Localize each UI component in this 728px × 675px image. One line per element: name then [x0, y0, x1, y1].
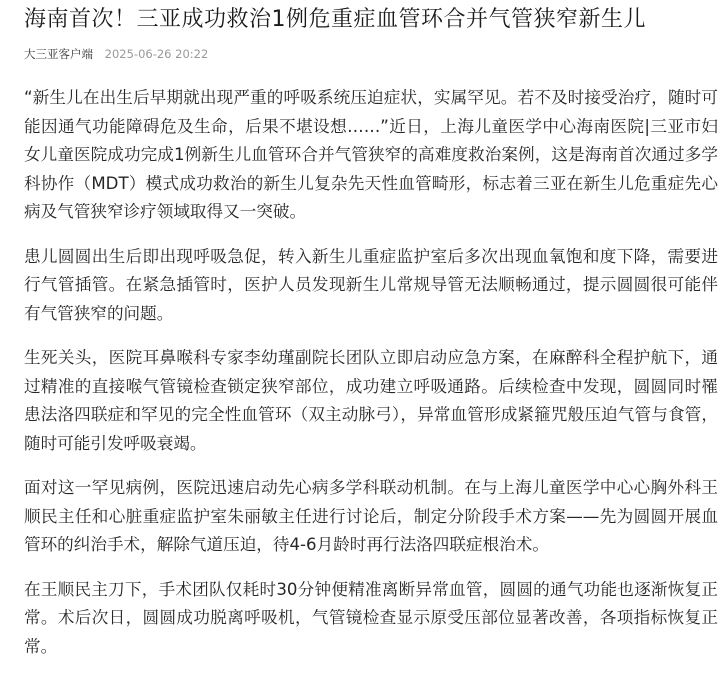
article-meta	[24, 44, 718, 64]
article-body	[24, 84, 718, 661]
article-paragraph: 生死关头，医院耳鼻喉科专家李幼瑾副院长团队立即启动应急方案，在麻醉科全程护航下，通过精准的直接喉气管镜检查锁定狭窄部位，成功建立呼吸通路。后续检查中发现，圆圆同时罹患法洛四联症和罕见的完全性血管环（双主动脉弓），异常血管形成紧箍咒般压迫气管与食管，随时可能引发呼吸衰竭。	[24, 348, 718, 453]
article-paragraph: 在王顺民主刀下，手术团队仅耗时30分钟便精准离断异常血管，圆圆的通气功能也逐渐恢复正常。术后次日，圆圆成功脱离呼吸机，气管镜检查显示原受压部位显著改善，各项指标恢复正常。	[24, 579, 718, 656]
article-title: 海南首次！三亚成功救治1例危重症血管环合并气管狭窄新生儿	[24, 7, 646, 32]
article-paragraph: 面对这一罕见病例，医院迅速启动先心病多学科联动机制。在与上海儿童医学中心心胸外科王顺民主任和心脏重症监护室朱丽敏主任进行讨论后，制定分阶段手术方案——先为圆圆开展血管环的纠治手术，解除气道压迫，待4-6月龄时再行法洛四联症根治术。	[24, 478, 718, 554]
publish-time: 2025-06-26 20:22	[104, 47, 209, 61]
article-source[interactable]: 大三亚客户端	[24, 47, 93, 61]
article-paragraph: “新生儿在出生后早期就出现严重的呼吸系统压迫症状，实属罕见。若不及时接受治疗，随时可能因通气功能障碍危及生命，后果不堪设想……”近日，上海儿童医学中心海南医院|三亚市妇女儿童医院成功完成1例新生儿血管环合并气管狭窄的高难度救治案例，这是海南首次通过多学科协作（MDT）模式成功救治的新生儿复杂先天性血管畸形，标志着三亚在新生儿危重症先心病及气管狭窄诊疗领域取得又一突破。	[24, 88, 718, 221]
article-paragraph: 患儿圆圆出生后即出现呼吸急促，转入新生儿重症监护室后多次出现血氧饱和度下降，需要进行气管插管。在紧急插管时，医护人员发现新生儿常规导管无法顺畅通过，提示圆圆很可能伴有气管狭窄的问题。	[24, 246, 718, 323]
